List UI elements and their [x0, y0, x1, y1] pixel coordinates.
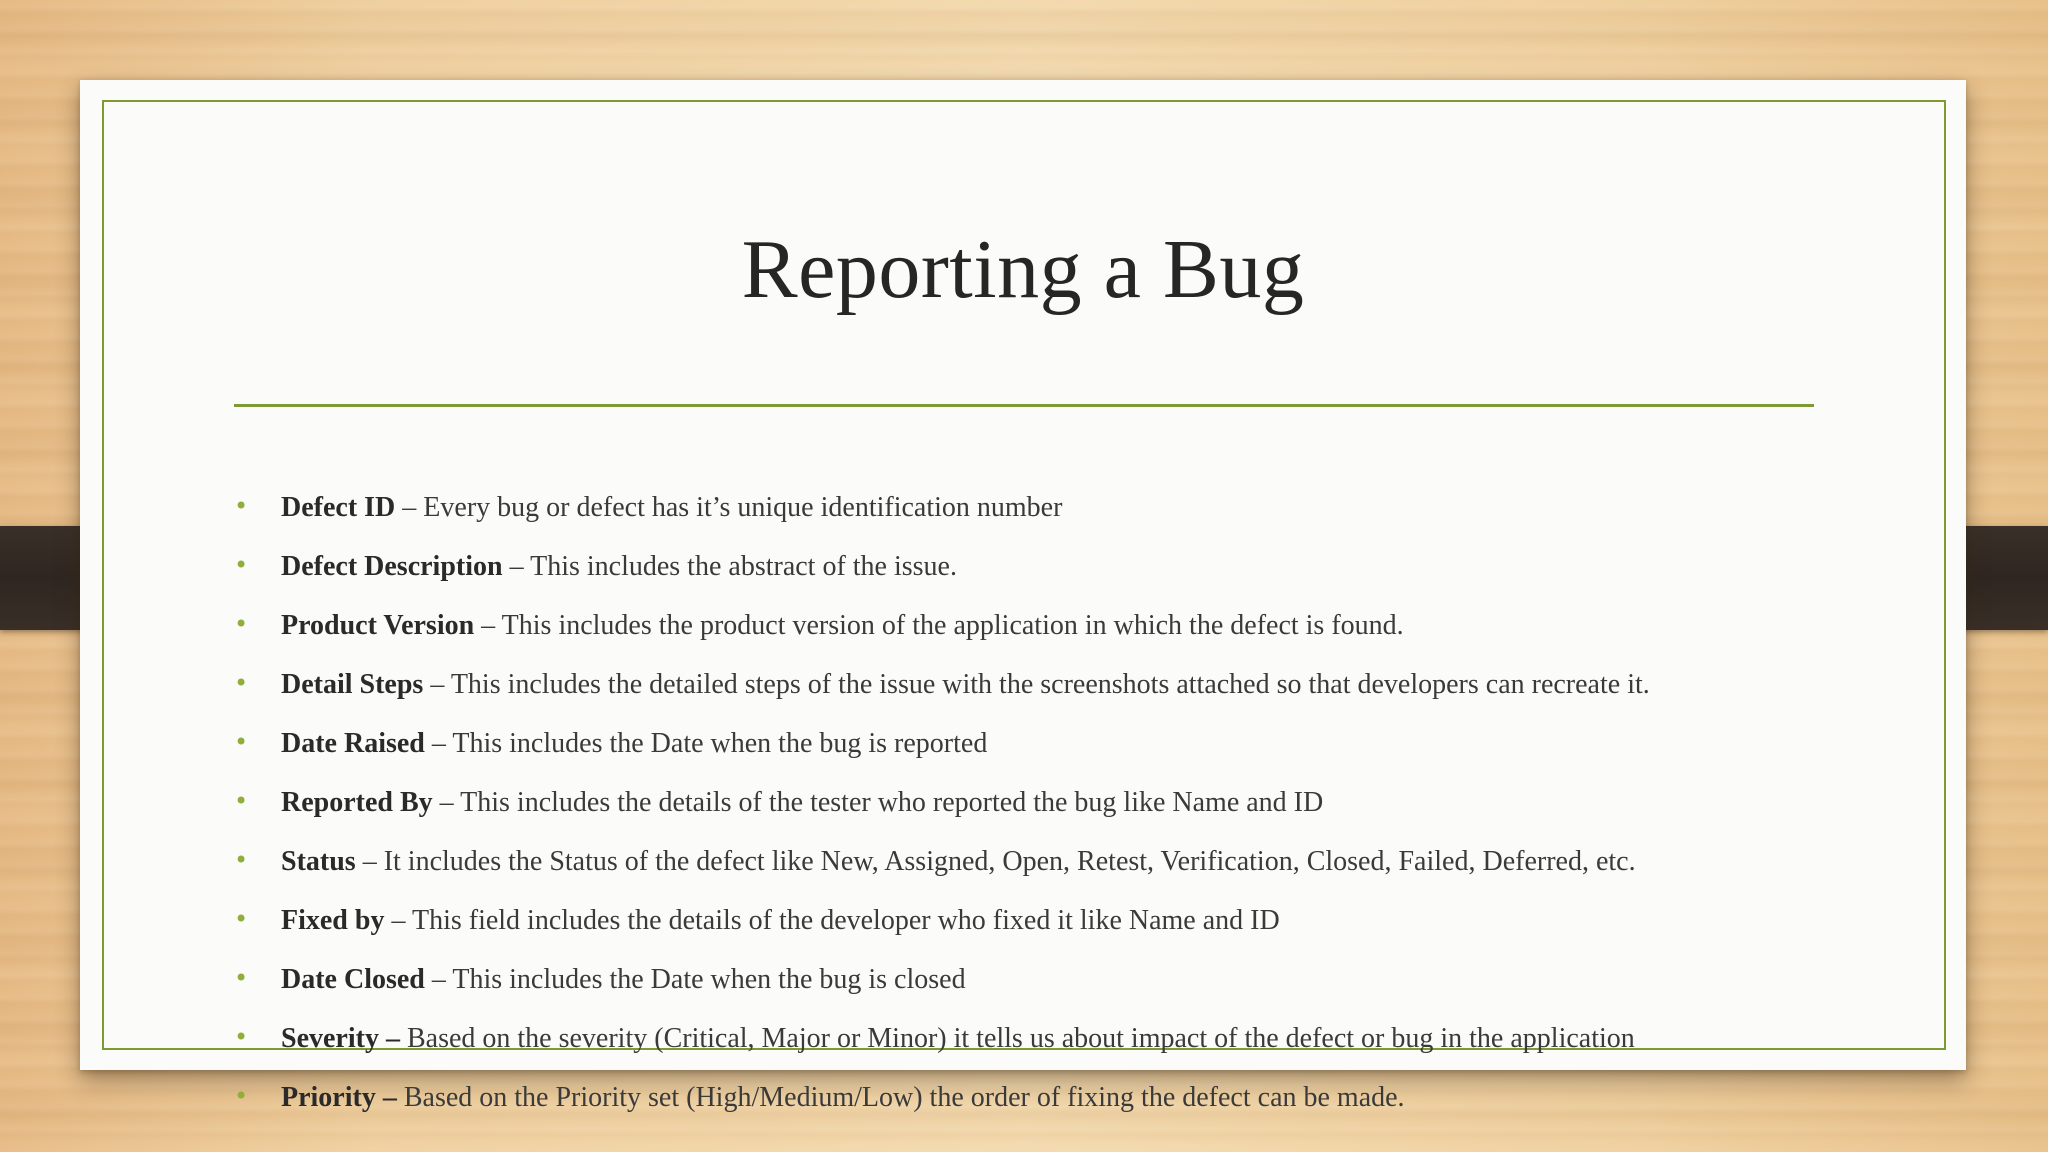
bullet-description: – This includes the abstract of the issue.: [502, 551, 957, 582]
bullet-term: Detail Steps: [281, 669, 424, 700]
bullet-description: – This includes the product version of the application in which the defect is found.: [474, 610, 1404, 641]
bullet-term: Fixed by: [281, 905, 385, 936]
bullet-term: Product Version: [281, 610, 475, 641]
bullet-dot-icon: •: [234, 964, 249, 992]
bullet-description: – It includes the Status of the defect like New, Assigned, Open, Retest, Verification, Closed, Failed, Deferred, etc.: [355, 846, 1636, 877]
bullet-term: Status: [281, 846, 356, 877]
bullet-description: – This includes the Date when the bug is closed: [424, 964, 966, 995]
bullet-term: Priority –: [281, 1082, 397, 1113]
bullet-description: – This includes the Date when the bug is reported: [424, 728, 988, 759]
bullet-item-defect-id: [234, 488, 1874, 547]
bullet-dot-icon: •: [234, 728, 249, 756]
bullet-description: – This field includes the details of the developer who fixed it like Name and ID: [384, 905, 1280, 936]
bullet-dot-icon: •: [234, 610, 249, 638]
title-underline-rule: [234, 404, 1814, 407]
bullet-item-detail-steps: [234, 665, 1874, 724]
bullet-term: Date Closed: [281, 964, 425, 995]
bullet-item-fixed-by: [234, 901, 1874, 960]
bullet-item-reported-by: [234, 783, 1874, 842]
bullet-item-priority: [234, 1078, 1874, 1137]
bullet-description: – This includes the details of the tester who reported the bug like Name and ID: [432, 787, 1324, 818]
bullet-description: – Every bug or defect has it’s unique identification number: [395, 492, 1063, 523]
bullet-dot-icon: •: [234, 551, 249, 579]
bullet-item-product-version: [234, 606, 1874, 665]
bullet-dot-icon: •: [234, 846, 249, 874]
bullet-term: Defect Description: [281, 551, 503, 582]
bullet-item-status: [234, 842, 1874, 901]
bullet-term: Defect ID: [281, 492, 396, 523]
bullet-item-date-raised: [234, 724, 1874, 783]
bullet-item-severity: [234, 1019, 1874, 1078]
bullet-item-defect-description: [234, 547, 1874, 606]
bullet-term: Reported By: [281, 787, 433, 818]
bullet-term: Date Raised: [281, 728, 425, 759]
bullet-dot-icon: •: [234, 905, 249, 933]
slide-title: Reporting a Bug: [741, 223, 1305, 316]
bullet-dot-icon: •: [234, 1023, 249, 1051]
bullet-item-date-closed: [234, 960, 1874, 1019]
bullet-dot-icon: •: [234, 492, 249, 520]
bullet-description: Based on the Priority set (High/Medium/Low) the order of fixing the defect can be made.: [396, 1082, 1405, 1113]
slide: [80, 80, 1966, 1113]
bullet-description: Based on the severity (Critical, Major or Minor) it tells us about impact of the defect or bug in the application: [399, 1023, 1635, 1054]
bullet-dot-icon: •: [234, 1082, 249, 1110]
bullet-dot-icon: •: [234, 787, 249, 815]
bullet-description: – This includes the detailed steps of the issue with the screenshots attached so that developers can recreate it.: [423, 669, 1650, 700]
bullet-term: Severity –: [281, 1023, 400, 1054]
bullet-list: [234, 488, 1874, 1137]
bullet-dot-icon: •: [234, 669, 249, 697]
